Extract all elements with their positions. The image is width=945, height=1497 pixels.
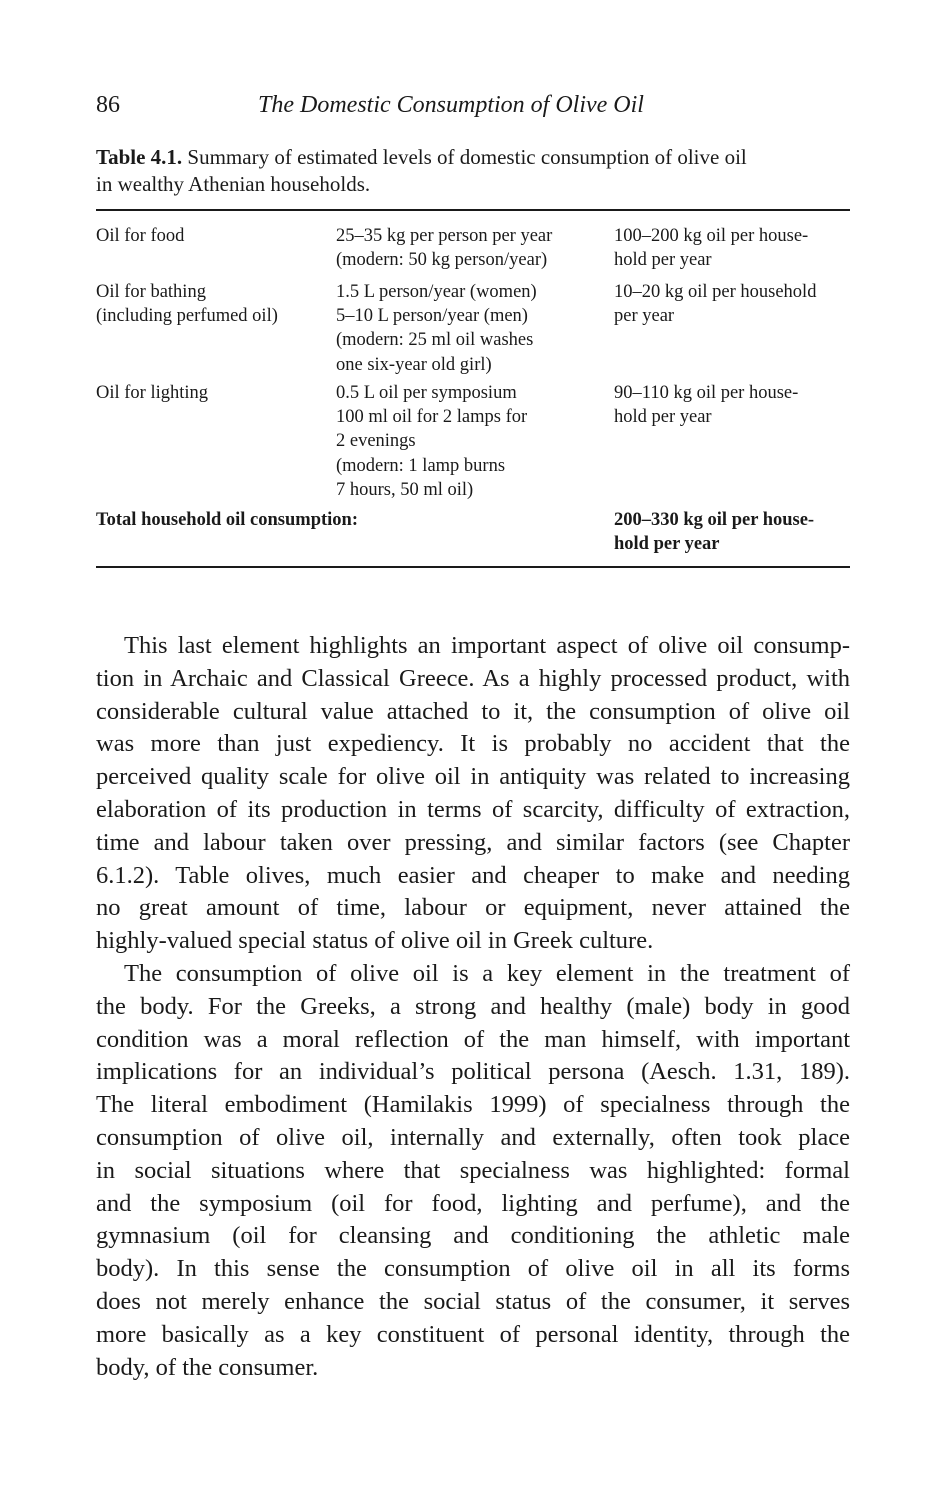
cell-line: 25–35 kg per person per year — [336, 226, 553, 246]
row-household — [614, 224, 854, 272]
cell-line: 0.5 L oil per symposium — [336, 383, 517, 403]
cell-line: 90–110 kg oil per house- — [614, 383, 799, 403]
cell-line: one six-year old girl) — [336, 354, 492, 375]
row-estimate — [336, 224, 606, 272]
text-line: perceived quality scale for olive oil in antiquity was related to increasing — [96, 763, 850, 791]
cell-line: 10–20 kg oil per household — [614, 282, 817, 302]
text-line: body, of the consumer. — [96, 1353, 319, 1381]
cell-line: 2 evenings — [336, 431, 416, 452]
text-line: no great amount of time, labour or equipment, never attained the — [96, 894, 850, 922]
row-category — [96, 381, 326, 405]
body-text — [96, 630, 850, 1384]
cell-line: (modern: 1 lamp burns — [336, 455, 506, 476]
text-line: considerable cultural value attached to it, the consumption of olive oil — [96, 697, 850, 725]
cell-line: 200–330 kg oil per house- — [614, 510, 815, 530]
cell-line: 7 hours, 50 ml oil) — [336, 479, 474, 500]
cell-line: hold per year — [614, 407, 712, 428]
cell-line: (modern: 25 ml oil washes — [336, 330, 534, 351]
text-line: gymnasium (oil for cleansing and conditioning the athletic male — [96, 1222, 850, 1250]
text-line: more basically as a key constituent of personal identity, through the — [96, 1320, 850, 1348]
text-line: time and labour taken over pressing, and similar factors (see Chapter — [96, 828, 850, 856]
row-category — [96, 224, 326, 248]
cell-line: Total household oil consumption: — [96, 510, 358, 530]
text-line: consumption of olive oil, internally and externally, often took place — [96, 1123, 850, 1151]
text-line: the body. For the Greeks, a strong and healthy (male) body in good — [96, 992, 850, 1020]
row-estimate — [336, 381, 606, 502]
cell-line: 5–10 L person/year (men) — [336, 306, 528, 327]
table-bottom-rule — [96, 566, 850, 568]
cell-line: hold per year — [614, 534, 720, 555]
table-caption-text-line-1: Summary of estimated levels of domestic consumption of olive oil — [182, 145, 747, 169]
row-household — [614, 381, 854, 429]
table-caption — [96, 144, 850, 198]
cell-line: per year — [614, 306, 675, 327]
cell-line: hold per year — [614, 250, 712, 271]
cell-line: 100 ml oil for 2 lamps for — [336, 407, 528, 428]
paragraph-1 — [96, 630, 850, 958]
text-line: The literal embodiment (Hamilakis 1999) of specialness through the — [96, 1091, 850, 1119]
running-title: The Domestic Consumption of Olive Oil — [258, 92, 644, 118]
cell-line: Oil for food — [96, 226, 185, 246]
row-category — [96, 280, 326, 328]
text-line: 6.1.2). Table olives, much easier and cheaper to make and needing — [96, 861, 850, 889]
text-line: tion in Archaic and Classical Greece. As a highly processed product, with — [96, 664, 850, 692]
cell-line: Oil for lighting — [96, 383, 209, 403]
paragraph-2 — [96, 958, 850, 1384]
text-line: body). In this sense the consumption of olive oil in all its forms — [96, 1255, 850, 1283]
text-line: condition was a moral reflection of the man himself, with important — [96, 1025, 850, 1053]
cell-line: 100–200 kg oil per house- — [614, 226, 809, 246]
text-line: does not merely enhance the social status of the consumer, it serves — [96, 1287, 850, 1315]
page-number: 86 — [96, 92, 120, 118]
running-head — [96, 88, 850, 122]
total-value — [614, 508, 854, 556]
row-estimate — [336, 280, 606, 377]
cell-line: (including perfumed oil) — [96, 306, 278, 327]
table-top-rule — [96, 209, 850, 211]
cell-line: (modern: 50 kg person/year) — [336, 250, 548, 271]
cell-line: Oil for bathing — [96, 282, 206, 302]
table-caption-label: Table 4.1. — [96, 145, 183, 169]
table-caption-text-line-2: in wealthy Athenian households. — [96, 172, 371, 196]
cell-line: 1.5 L person/year (women) — [336, 282, 537, 302]
text-line: in social situations where that specialness was highlighted: formal — [96, 1156, 850, 1184]
text-line: highly-valued special status of olive oil in Greek culture. — [96, 927, 654, 955]
text-line: implications for an individual’s political persona (Aesch. 1.31, 189). — [96, 1058, 850, 1086]
text-line: and the symposium (oil for food, lighting and perfume), and the — [96, 1189, 850, 1217]
row-household — [614, 280, 854, 328]
text-line: was more than just expediency. It is probably no accident that the — [96, 730, 850, 758]
text-line: The consumption of olive oil is a key element in the treatment of — [124, 959, 850, 987]
text-line: elaboration of its production in terms of scarcity, difficulty of extraction, — [96, 795, 850, 823]
total-label — [96, 508, 606, 532]
text-line: This last element highlights an important aspect of olive oil consump- — [124, 632, 850, 659]
